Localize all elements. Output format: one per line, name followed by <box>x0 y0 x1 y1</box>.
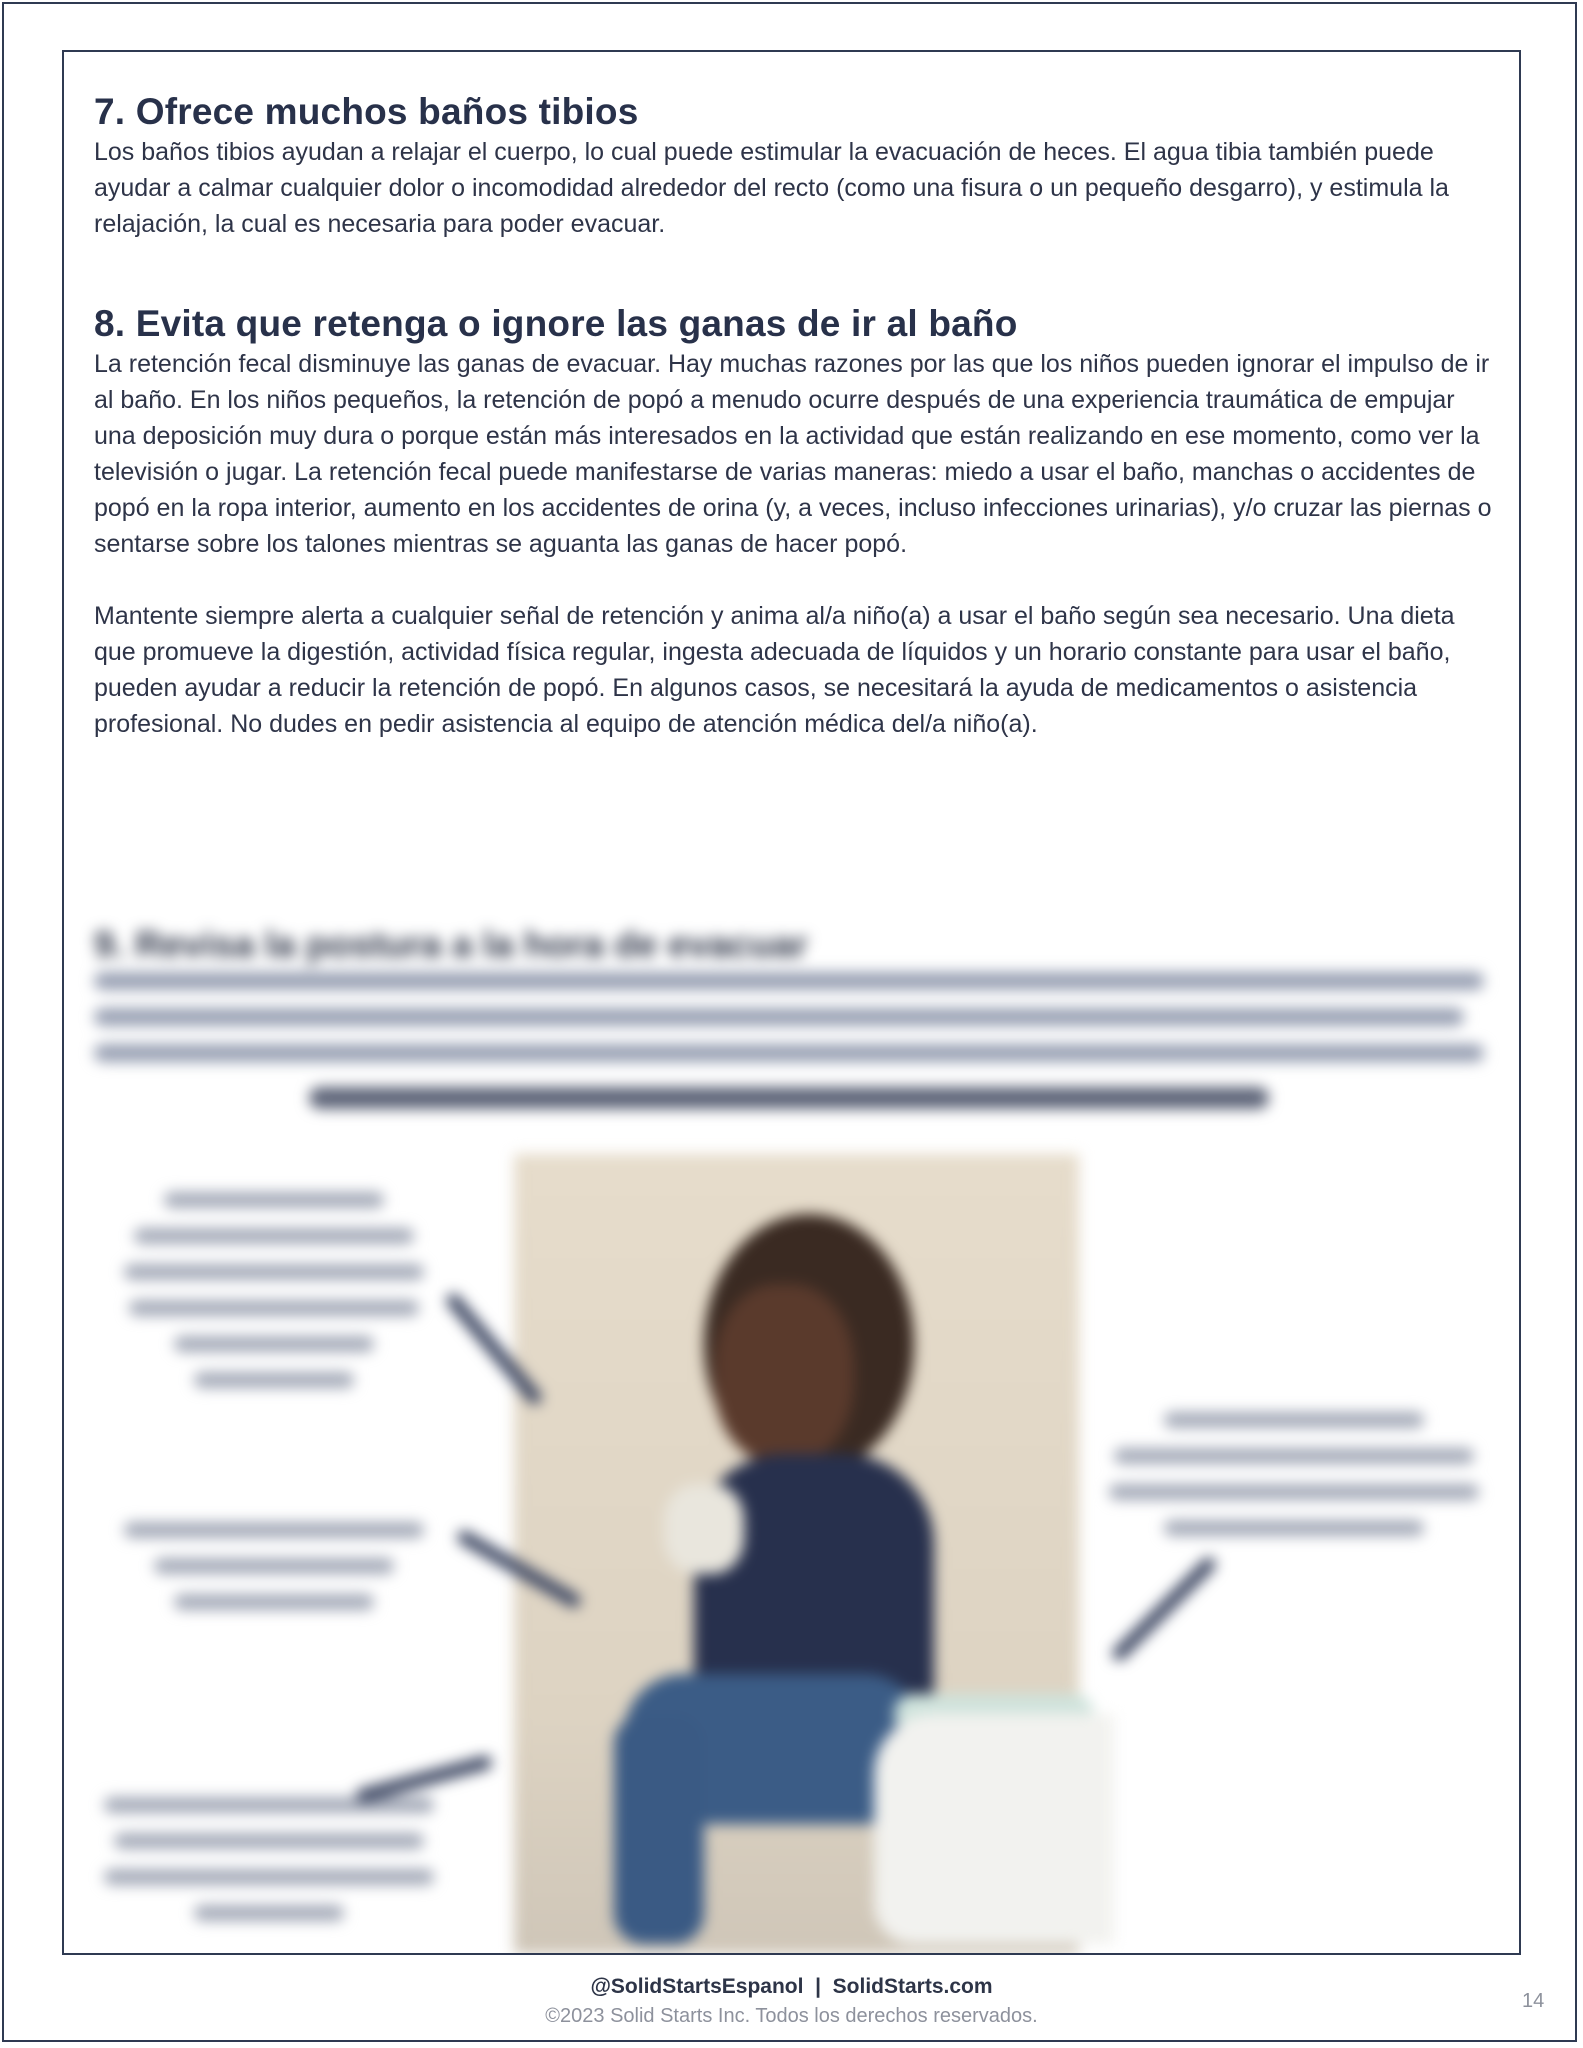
page-number: 14 <box>1522 1990 1545 2012</box>
blurred-heading: 9. Revisa la postura a la hora de evacuar <box>94 924 808 965</box>
section-8 <box>94 302 1494 742</box>
arrow-icon <box>1110 1555 1219 1664</box>
blurred-callout-mid-left <box>104 1522 444 1630</box>
blurred-text-line <box>94 972 1484 990</box>
section-7-paragraph: Los baños tibios ayudan a relajar el cuerpo, lo cual puede estimular la evacuación de heces. El agua tibia también puede ayudar a calmar cualquier dolor o incomodidad alrededor del recto (como una fisura o un pequeño desgarro), y estimula la relajación, la cual es necesaria para poder evacuar. <box>94 138 1449 238</box>
section-7-heading: 7. Ofrece muchos baños tibios <box>94 91 639 132</box>
section-7 <box>94 90 1494 242</box>
blurred-callout-top-left <box>104 1192 444 1408</box>
blurred-subheading <box>309 1087 1269 1109</box>
section-8-paragraph-1: La retención fecal disminuye las ganas de evacuar. Hay muchas razones por las que los niños pueden ignorar el impulso de ir al baño. En los niños pequeños, la retención de popó a menudo ocurre después de una experiencia traumática de empujar una deposición muy dura o porque están más interesados en la actividad que están realizando en ese momento, como ver la televisión o jugar. La retención fecal puede manifestarse de varias maneras: miedo a usar el baño, manchas o accidentes de popó en la ropa interior, aumento en los accidentes de orina (y, a veces, incluso infecciones urinarias), y/o cruzar las piernas o sentarse sobre los talones mientras se aguanta las ganas de hacer popó. <box>94 350 1492 558</box>
blurred-section-9 <box>64 872 1521 1955</box>
blurred-callout-right <box>1094 1412 1494 1556</box>
section-8-paragraph-2: Mantente siempre alerta a cualquier señal de retención y anima al/a niño(a) a usar el baño según sea necesario. Una dieta que promueve la digestión, actividad física regular, ingesta adecuada de líquidos y un horario constante para usar el baño, pueden ayudar a reducir la retención de popó. En algunos casos, se necesitará la ayuda de medicamentos o asistencia profesional. No dudes en pedir asistencia al equipo de atención médica del/a niño(a). <box>94 602 1455 738</box>
blurred-text-line <box>94 1044 1484 1062</box>
paragraph-spacer <box>94 562 1494 598</box>
content-frame <box>62 50 1521 1955</box>
blurred-text-line <box>94 1008 1464 1026</box>
footer-social-links: @SolidStartsEspanol | SolidStarts.com <box>590 1975 993 1998</box>
section-8-heading: 8. Evita que retenga o ignore las ganas de ir al baño <box>94 303 1018 344</box>
toddler-on-potty-photo <box>514 1154 1079 1954</box>
blurred-callout-bottom-left <box>84 1797 454 1941</box>
footer-copyright: ©2023 Solid Starts Inc. Todos los derechos reservados. <box>545 2005 1038 2027</box>
